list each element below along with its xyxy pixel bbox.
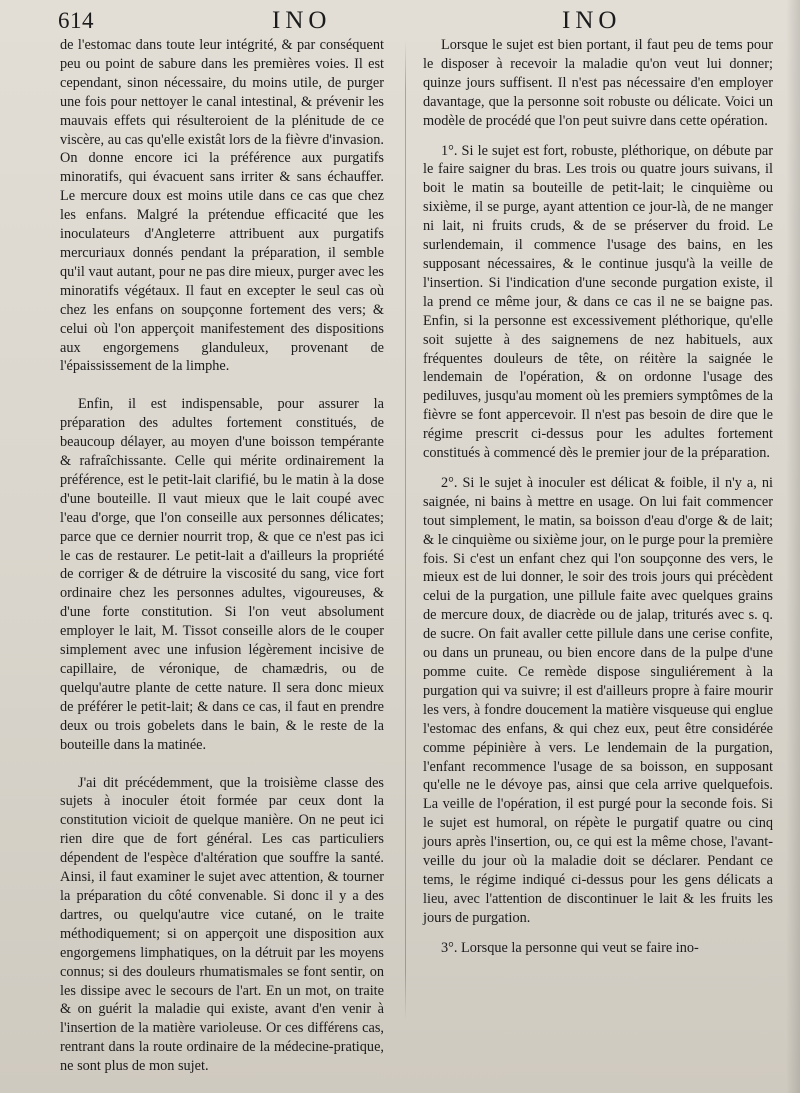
right-paragraph-point-1: 1°. Si le sujet est fort, robuste, pléthorique, on débute par le faire saigner du bras. Les trois ou quatre jours suivans, il boit le matin sa bouteille de petit-lait; le cinquième ou sixième, il se purge, ayant attention ce jour-là, de ne manger ni lait, ni fruits cruds, & de se préserver du froid. Le surlendemain, il commence l'usage des bains, en les supposant nécessaires, & le continue jusqu'à la veille de l'insertion. Si l'indication d'une seconde purgation existe, il la prend ce même jour, & dans ce cas il ne se baigne pas. Enfin, si la personne est excessivement pléthorique, qu'elle soit sujette à des saignemens de nez habituels, aux fréquentes douleurs de tête, on réitère la saignée le lendemain de l'opération, & on ordonne l'usage des pediluves, jusqu'au moment où les premiers symptômes de la fièvre se font appercevoir. Il n'est pas besoin de dire que le régime prescrit ci-dessus pour les adultes fortement constitués à commencé dès le premier jour de la préparation.: [423, 142, 774, 462]
column-divider: [405, 40, 406, 1020]
right-paragraph-point-2: 2°. Si le sujet à inoculer est délicat & foible, il n'y a, ni saignée, ni bains à mettre en usage. On lui fait commencer tout simplement, le matin, sa boisson d'eau d'orge & de lait; & le cinquième ou sixième jour, on le purge pour la première fois. Si c'est un enfant chez qui l'on soupçonne des vers, le mieux est de lui donner, le soir des trois jours qui précèdent celui de la purgation, une pillule faite avec quelques grains de mercure doux, de diacrède ou de jalap, triturés avec s. q. de sucre. On fait avaller cette pillule dans une cerise confite, ou dans un pruneau, ou bien encore dans de la pulpe d'une pomme cuite. Ce remède dispose singuliérement à la purgation qui va suivre; il est d'ailleurs propre à faire mourir les vers, à fondre doucement la matière visqueuse qui englue l'estomac des enfans, & qui chez eux, peut être considérée comme pépinière à vers. Le lendemain de la purgation, l'enfant recommence l'usage de sa boisson, en supposant qu'elle ne le dévoye pas, ainsi que cela arrive quelquefois. La veille de l'opération, il est purgé pour la seconde fois. Si le sujet est humoral, on répète le purgatif quatre ou cinq jours après l'insertion, ou, ce qui est la même chose, l'avant-veille du jour où la maladie doit se déclarer. Pendant ce tems, le régime indiqué ci-dessus pour les gens délicats a lieu, avec l'attention de discontinuer le lait & les fruits les jours de purgation.: [423, 474, 773, 926]
left-column: [60, 36, 384, 1076]
running-head-left-word: INO: [272, 7, 332, 34]
left-paragraph-continuation: de l'estomac dans toute leur intégrité, & par conséquent peu ou point de sabure dans les premières voies. Il est cependant, sinon nécessaire, du moins utile, de purger une fois pour nettoyer le canal intestinal, & prévenir les mauvais effets qui résulteroient de la plénitude de ce viscère, au cas qu'elle existât lors de la fièvre d'invasion. On donne encore ici la préférence aux purgatifs minoratifs, qui évacuent sans irriter & sans échauffer. Le mercure doux est moins utile dans ce cas que chez les enfans. Malgré la prétendue efficacité que les inoculateurs d'Angleterre attribuent aux purgatifs mercuriaux donnés pendant la préparation, il semble qu'il vaut autant, pour ne pas dire mieux, purger avec les minoratifs végétaux. Il faut en excepter le seul cas où chez les enfans on soupçonne fortement des vers; & celui où l'on apperçoit manifestement des dispositions aux engorgemens glanduleux, provenant de l'épaississement de la limphe.: [60, 37, 384, 375]
right-paragraph-lorsque: Lorsque le sujet est bien portant, il faut peu de tems pour le disposer à recevoir la maladie qu'on veut lui donner; quinze jours suffisent. Il n'est pas nécessaire d'en employer davantage, que la personne soit robuste ou délicate. Voici un modèle de procédé que l'on peut suivre dans cette opération.: [423, 37, 773, 129]
page-edge-shadow: [786, 0, 800, 1093]
left-paragraph-enfin: Enfin, il est indispensable, pour assurer la préparation des adultes fortement constitués, de beaucoup délayer, au moyen d'une boisson tempérante & rafraîchissante. Celle qui mérite ordinairement la préférence, est le petit-lait clarifié, bu le matin à la dose d'une bouteille. Il vaut mieux que le lait coupé avec l'eau d'orge, que l'on conseille aux personnes délicates; parce que ce dernier nourrit trop, & que ce n'est pas ici le cas de restaurer. Le petit-lait a d'ailleurs la propriété de corriger & de détruire la viscosité du sang, vice fort ordinaire chez les personnes adultes, vigoureuses, & d'une forte constitution. Si l'on veut absolument employer le lait, M. Tissot conseille alors de le couper simplement avec une infusion légèrement incisive de capillaire, de véronique, de chamædris, ou de quelqu'autre plante de cette nature. Il sera donc mieux de préférer le petit-lait; & dans ce cas, il faut en prendre deux ou trois gobelets dans le bain, & le reste de la bouteille dans la matinée.: [60, 396, 384, 753]
right-column: [423, 36, 773, 958]
page-number: 614: [58, 8, 94, 33]
left-paragraph-troisieme-classe: J'ai dit précédemment, que la troisième classe des sujets à inoculer étoit formée par ceux dont la constitution vicioit de quelque manière. On ne peut ici rien dire que de fort général. Les cas particuliers dépendent de l'espèce d'altération que souffre la santé. Ainsi, il faut examiner le sujet avec attention, & tourner la préparation du côté convenable. Si donc il y a des dartres, ou quelqu'autre vice cutané, on le traite méthodiquement; si on apperçoit une disposition aux engorgemens limphatiques, on la détruit par les moyens connus; si des douleurs rhumatismales se font sentir, on les dissipe avec le secours de l'art. En un mot, on traite & on guérit la maladie qui existe, avant d'en venir à l'insertion de la matière varioleuse. Or ces différens cas, rentrant dans la route ordinaire de la médecine-pratique, ne sont plus de mon sujet.: [60, 774, 384, 1075]
running-head: [0, 6, 800, 36]
running-head-right-word: INO: [562, 7, 622, 34]
right-paragraph-point-3: 3°. Lorsque la personne qui veut se faire ino-: [441, 939, 699, 956]
